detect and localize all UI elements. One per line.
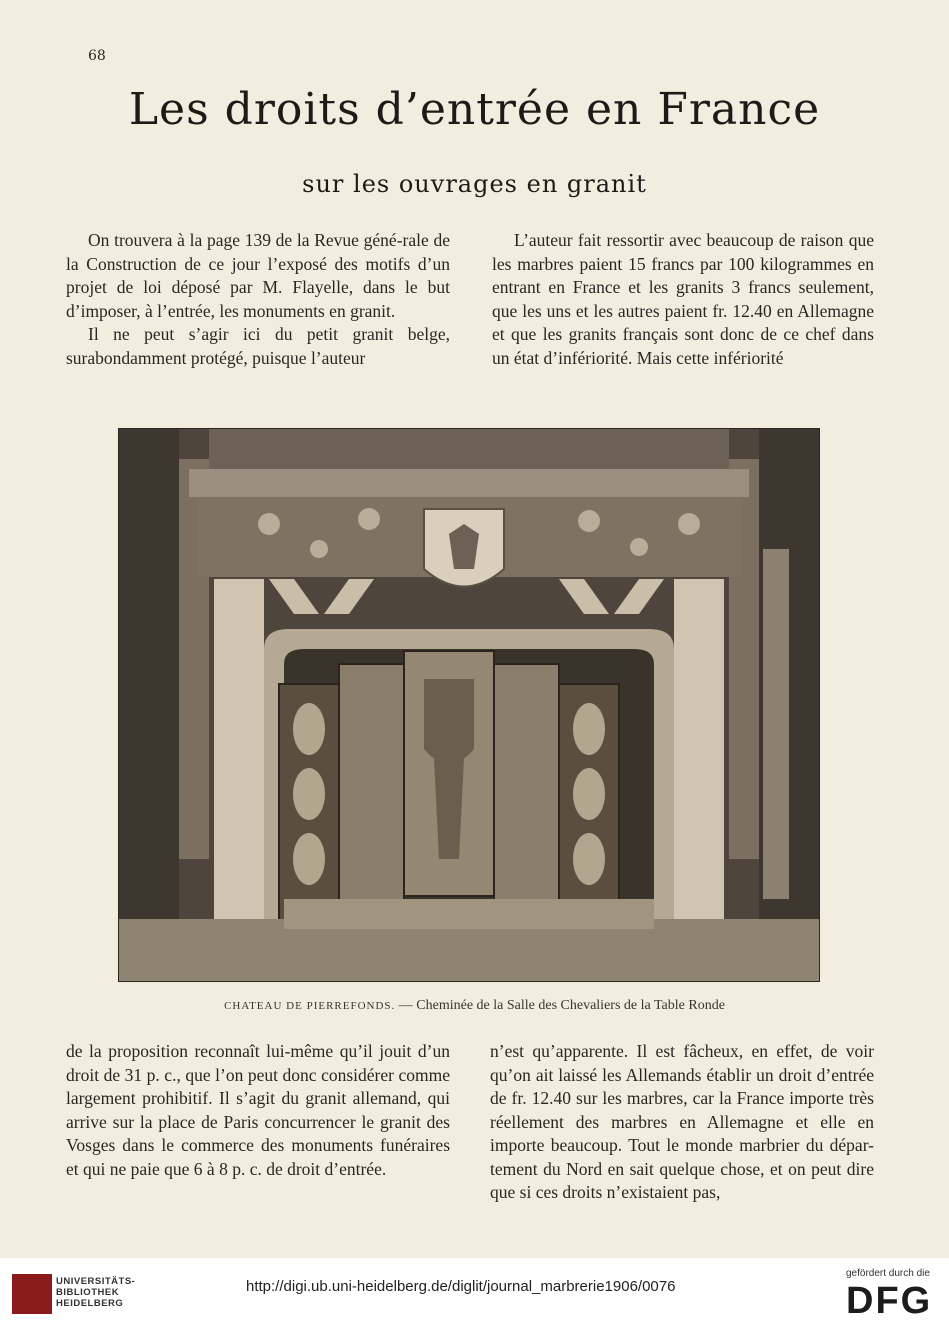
article-title: Les droits d’entrée en France bbox=[128, 84, 821, 135]
caption-place: CHATEAU DE PIERREFONDS. bbox=[224, 1000, 396, 1012]
paragraph: L’auteur fait ressortir avec beaucoup de raison que les marbres paient 15 francs par 100 kilogrammes en entrant en France et les granits 3 francs seulement, que les uns et les autres paient fr. 12.40 en Allemagne et que les granits français sont donc de ce chef dans un état d’infériorité. Mais cette infériorité bbox=[492, 230, 874, 368]
paragraph: n’est qu’apparente. Il est fâcheux, en effet, de voir qu’on ait laissé les Allemands établir un droit d’entrée de fr. 12.40 sur les marbres, car la France importe très réellement des marbres en Allemagne et elle en importe beaucoup. Tout le monde marbrier du dépar-tement du Nord en sait quelque chose, et on peut dire que si ces droits n’existaient pas, bbox=[490, 1041, 874, 1202]
university-logo-icon bbox=[12, 1274, 52, 1314]
figure-caption bbox=[0, 998, 949, 1014]
fireplace-photograph bbox=[118, 428, 820, 982]
column-top-right bbox=[492, 229, 874, 370]
page-number: 68 bbox=[88, 48, 106, 64]
caption-text: — Cheminée de la Salle des Chevaliers de la Table Ronde bbox=[395, 998, 725, 1013]
library-name: UNIVERSITÄTS- BIBLIOTHEK HEIDELBERG bbox=[56, 1276, 136, 1309]
funding-label: gefördert durch die bbox=[846, 1268, 930, 1279]
permalink-url[interactable]: http://digi.ub.uni-heidelberg.de/diglit/journal_marbrerie1906/0076 bbox=[246, 1278, 676, 1295]
column-bottom-left bbox=[66, 1040, 450, 1181]
paragraph: Il ne peut s’agir ici du petit granit belge, surabondamment protégé, puisque l’auteur bbox=[66, 324, 450, 368]
dfg-logo: DFG bbox=[846, 1280, 933, 1322]
fireplace-illustration bbox=[119, 429, 819, 981]
column-top-left bbox=[66, 229, 450, 370]
column-bottom-right bbox=[490, 1040, 874, 1205]
paragraph: de la proposition reconnaît lui-même qu’il jouit d’un droit de 31 p. c., que l’on peut donc considérer comme largement prohibitif. Il s’agit du granit allemand, qui arrive sur la place de Paris concurrencer le granit des Vosges dans le commerce des monuments funéraires et qui ne paie que 6 à 8 p. c. de droit d’entrée. bbox=[66, 1041, 450, 1179]
footer-bar bbox=[0, 1258, 949, 1328]
paragraph: On trouvera à la page 139 de la Revue géné-rale de la Construction de ce jour l’exposé des motifs d’un projet de loi déposé par M. Flayelle, dans le but d’imposer, à l’entrée, les monuments en granit. bbox=[66, 230, 450, 321]
article-subtitle: sur les ouvrages en granit bbox=[302, 170, 647, 198]
